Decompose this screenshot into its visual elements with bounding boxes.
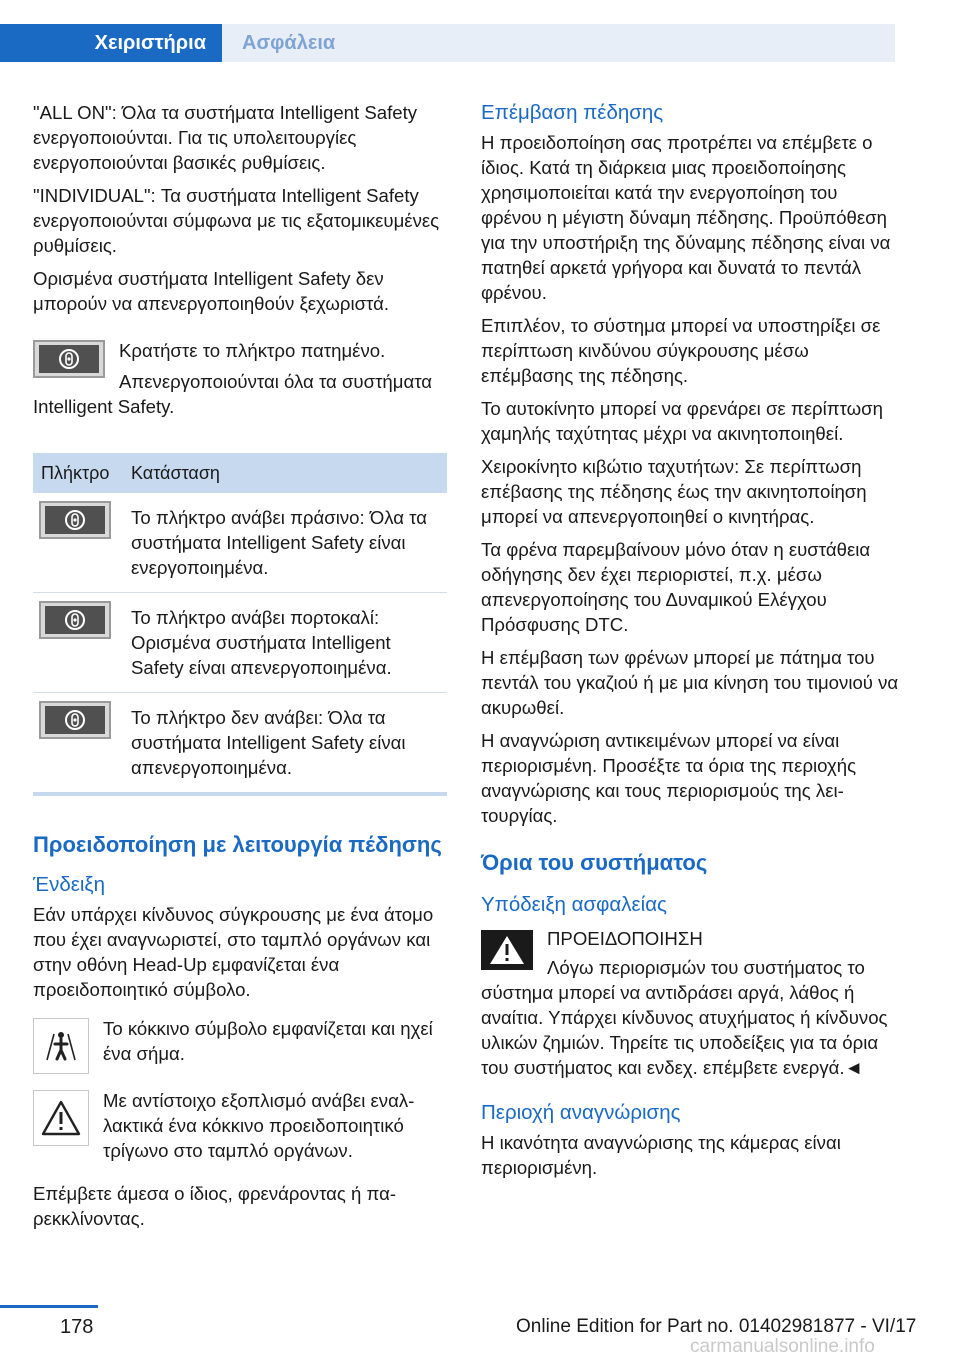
intelligent-safety-button-icon	[39, 601, 111, 639]
paragraph-indication: Εάν υπάρχει κίνδυνος σύγκρουσης με ένα άτομο που έχει αναγνωριστεί, στο ταμπλό οργάνων και στην οθόνη Head-Up εμφανίζεται ένα προειδοποιητικό σύμβολο.	[33, 904, 434, 1000]
hold-key-line2: Απενεργοποιούνται όλα τα συστήματα Intelligent Safety.	[33, 371, 433, 417]
edition-note: Online Edition for Part no. 01402981877 - VI/17	[516, 1316, 917, 1337]
note-red-symbol-text: Το κόκκινο σύμβολο εμφανίζεται και ηχεί ένα σήμα.	[103, 1018, 433, 1064]
note-warning-triangle-text: Με αντίστοιχο εξοπλισμό ανάβει εναλλακτικά ένα κόκκινο προειδοποιητικό τρίγωνο στο ταμπλό οργάνων.	[103, 1090, 415, 1161]
hold-key-line1: Κρατήστε το πλήκτρο πατημένο.	[119, 340, 386, 361]
warning-triangle-icon	[481, 930, 533, 970]
paragraph-braking-7: Η αναγνώριση αντικειμένων μπορεί να είναι περιορισμένη. Προσέξτε τα όρια της περιοχής αναγνώρισης και τους περιορισμούς της λειτουργίας.	[481, 730, 857, 826]
table-row	[33, 493, 447, 593]
footer-rule	[0, 1305, 98, 1308]
chapter-tabs	[0, 24, 895, 62]
left-column	[33, 100, 447, 1239]
warning-block	[481, 926, 899, 1080]
watermark: carmanualsonline.info	[690, 1336, 875, 1357]
pedestrian-warning-icon	[33, 1018, 89, 1074]
intelligent-safety-button-icon	[33, 340, 105, 378]
section-title-system-limits: Όρια του συστήματος	[481, 850, 708, 875]
subheading-detection-range: Περιοχή αναγνώρισης	[481, 1101, 681, 1124]
column-state: Κατάσταση	[123, 453, 447, 493]
page-number: 178	[60, 1316, 94, 1338]
paragraph-intervene: Επέμβετε άμεσα ο ίδιος, φρενάροντας ή παρεκκλίνοντας.	[33, 1183, 397, 1229]
paragraph-detection-range: Η ικανότητα αναγνώρισης της κάμερας είναι περιορισμένη.	[481, 1132, 841, 1178]
warning-triangle-icon	[33, 1090, 89, 1146]
subheading-safety-note: Υπόδειξη ασφαλείας	[481, 893, 667, 916]
subheading-braking-intervention: Επέμβαση πέδησης	[481, 101, 664, 124]
paragraph-individual: "INDIVIDUAL": Τα συστήματα Intelligent Safety ενεργοποιούνται σύμφωνα με τις εξατομικευμένες ρυθμίσεις.	[33, 185, 440, 256]
hold-key-block	[33, 338, 447, 419]
column-key: Πλήκτρο	[33, 453, 123, 493]
warning-text: Λόγω περιορισμών του συστήματος το σύστημα μπορεί να αντιδράσει αργά, λάθος ή αναίτια. Υπάρχει κίνδυνος ατυχήματος ή κίνδυνος υλικών ζημιών. Τηρείτε τις υποδείξεις για τα όρια του συστήματος και ενδεχ. επέμβετε ενεργά.◄	[481, 957, 888, 1078]
state-text: Το πλήκτρο δεν ανάβει: Όλα τα συστήματα Intelligent Safety είναι απενεργοποιημένα.	[123, 693, 447, 795]
intelligent-safety-button-icon	[39, 701, 111, 739]
tab-controls[interactable]: Χειριστήρια	[0, 24, 222, 62]
paragraph-braking-3: Το αυτοκίνητο μπορεί να φρενάρει σε περίπτωση χαμηλής ταχύτητας μέχρι να ακινητοποιηθεί.	[481, 398, 883, 444]
paragraph-separate: Ορισμένα συστήματα Intelligent Safety δεν μπορούν να απενεργοποιηθούν ξεχωριστά.	[33, 268, 390, 314]
paragraph-braking-1: Η προειδοποίηση σας προτρέπει να επέμβετε ο ίδιος. Κατά τη διάρκεια μιας προειδοποίησης χρησιμοποιείται κατά την ενεργοποίηση του φρένου η μέγιστη δύναμη πέδησης. Προϋπόθεση για την υποστήριξη της δύναμης πέδησης είναι να πατηθεί αρκετά γρήγορα και δυνατά το πεντάλ φρένου.	[481, 132, 891, 303]
state-text: Το πλήκτρο ανάβει πορτοκαλί: Ορισμένα συστήματα Intelligent Safety είναι απενεργοποιημένα.	[123, 593, 447, 693]
key-state-table	[33, 453, 447, 796]
paragraph-braking-6: Η επέμβαση των φρένων μπορεί με πάτημα του πεντάλ του γκαζιού ή με μια κίνηση του τιμονιού να ακυρωθεί.	[481, 647, 899, 718]
state-text: Το πλήκτρο ανάβει πράσινο: Όλα τα συστήματα Intelligent Safety είναι ενεργοποιημένα.	[123, 493, 447, 593]
paragraph-braking-4: Χειροκίνητο κιβώτιο ταχυτήτων: Σε περίπτωση επέβασης της πέδησης έως την ακινητοποίηση μπορεί να απενεργοποιηθεί ο κινητήρας.	[481, 456, 867, 527]
table-row	[33, 693, 447, 795]
right-column	[481, 100, 899, 1188]
paragraph-braking-2: Επιπλέον, το σύστημα μπορεί να υποστηρίξει σε περίπτωση κινδύνου σύγκρουσης μέσω επέμβασης της πέδησης.	[481, 315, 881, 386]
note-red-symbol	[33, 1016, 447, 1074]
subheading-indication: Ένδειξη	[33, 873, 106, 896]
intelligent-safety-button-icon	[39, 501, 111, 539]
warning-title: ΠΡΟΕΙΔΟΠΟΙΗΣΗ	[547, 928, 703, 949]
paragraph-all-on: "ALL ON": Όλα τα συστήματα Intelligent Safety ενεργοποιούνται. Για τις υπολειτουργίες ενεργοποιούνται βασικές ρυθμίσεις.	[33, 102, 418, 173]
section-title-brake-warning: Προειδοποίηση με λειτουργία πέδησης	[33, 832, 442, 857]
tab-safety[interactable]: Ασφάλεια	[222, 24, 895, 62]
paragraph-braking-5: Τα φρένα παρεμβαίνουν μόνο όταν η ευστάθεια οδήγησης δεν έχει περιοριστεί, π.χ. μέσω απενεργοποίησης του Δυναμικού Ελέγχου Πρόσφυσης DTC.	[481, 539, 871, 635]
note-warning-triangle	[33, 1088, 447, 1163]
table-row	[33, 593, 447, 693]
